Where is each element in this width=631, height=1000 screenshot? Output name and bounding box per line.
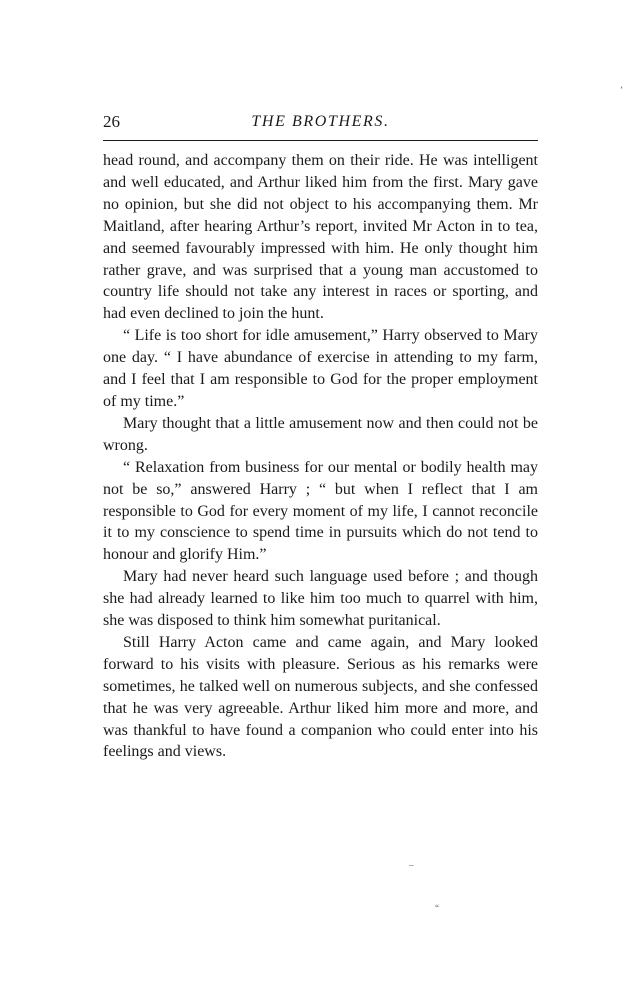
paragraph-continued: head round, and accompany them on their ride. He was intelligent and well educated, and Arthur liked him from the first. Mary gave no opinion, but she did not object to his accompanying them. Mr Maitland, after hearing Arthur’s report, invited Mr Acton in to tea, and seemed favourably impressed with him. He only thought him rather grave, and was surprised that a young man accustomed to country life should not take any interest in races or sporting, and had even declined to join the hunt. [103, 152, 538, 323]
paragraph: Still Harry Acton came and came again, and Mary looked forward to his visits with pleasure. Serious as his remarks were sometimes, he talked well on numerous subjects, and she confessed that he was very agreeable. Arthur liked him more and more, and was thankful to have found a companion who could enter into his feelings and views. [103, 633, 538, 761]
paragraph: “ Life is too short for idle amusement,” Harry observed to Mary one day. “ I have abundance of exercise in attending to my farm, and I feel that I am responsible to God for the proper employment of my time.” [103, 327, 538, 410]
body-text [103, 150, 538, 763]
paragraph: “ Relaxation from business for our mental or bodily health may not be so,” answered Harry ; “ but when I reflect that I am responsible to God for every moment of my life, I cannot reconcile it to my conscience to spend time in pursuits which do not tend to honour and glorify Him.” [103, 458, 538, 564]
header-rule [103, 140, 538, 141]
page-number: 26 [103, 112, 120, 131]
paragraph: Mary thought that a little amusement now and then could not be wrong. [103, 414, 538, 454]
paragraph: Mary had never heard such language used before ; and though she had already learned to like him too much to quarrel with him, she was disposed to think him somewhat puritanical. [103, 568, 538, 630]
page-header [103, 112, 538, 136]
scan-speck-mark: ’ [620, 85, 623, 95]
running-title: THE BROTHERS. [251, 113, 390, 130]
scan-speck-mark: – [409, 860, 414, 870]
scan-speck-mark: “ [435, 903, 439, 913]
